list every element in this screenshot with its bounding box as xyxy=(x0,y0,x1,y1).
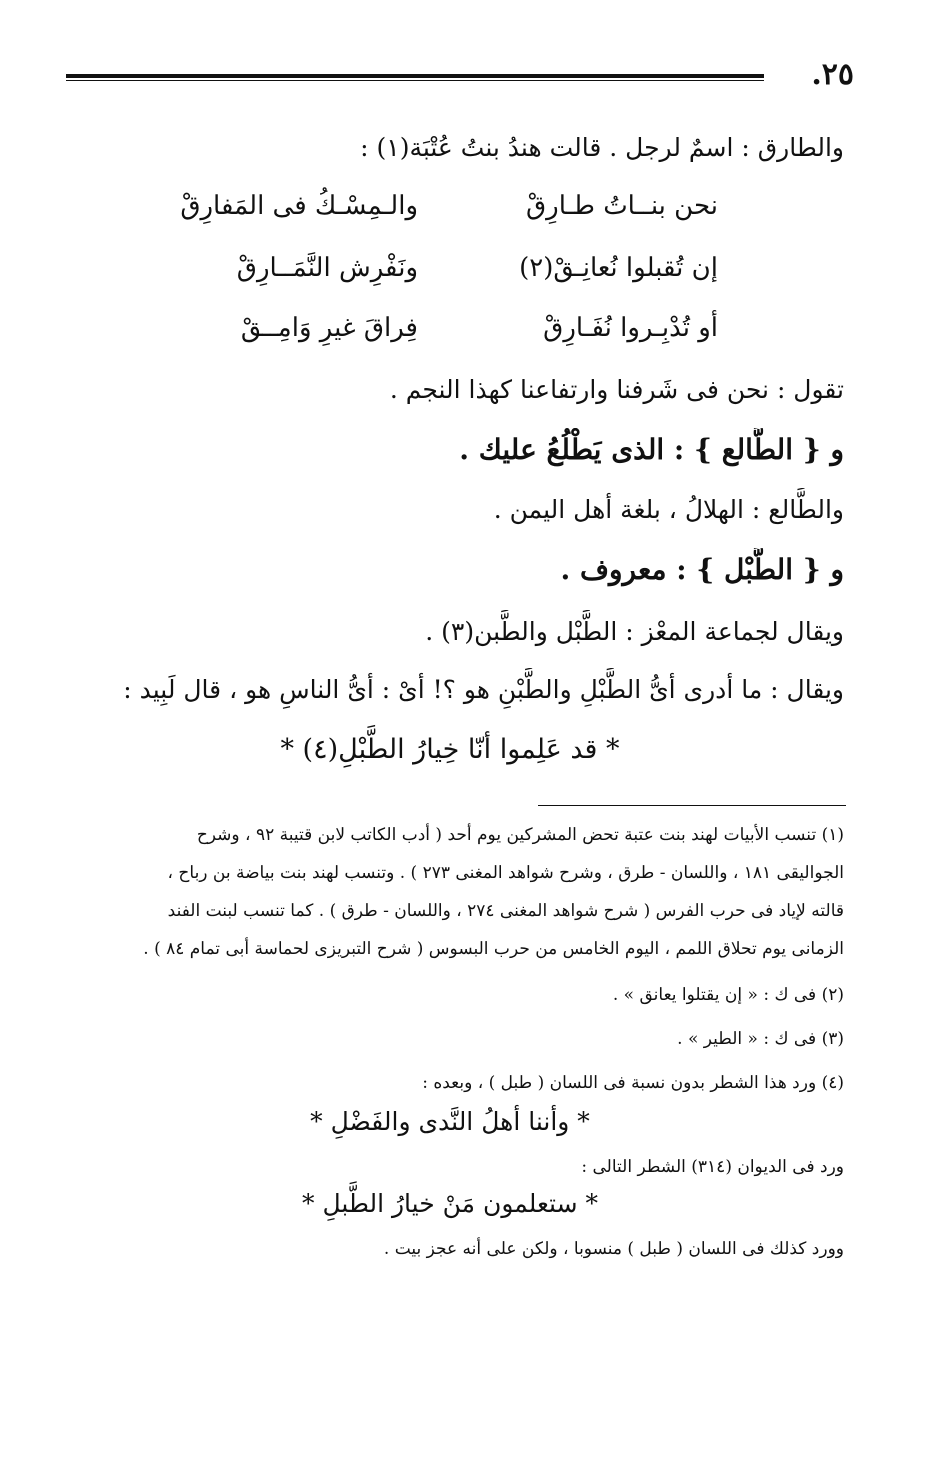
verse-2-first-hemistich: إن تُقبلوا نُعانِـقْ(٢) xyxy=(519,253,718,283)
verse-3-first-hemistich: أو تُدْبِـروا نُفَـارِقْ xyxy=(543,313,718,343)
footnote-4-line-3: وورد كذلك فى اللسان ( طبل ) منسوبا ، ولكن على أنه عجز بيت . xyxy=(383,1239,844,1259)
verse-row-2 xyxy=(178,244,718,294)
verse-2-second-hemistich: ونَفْرِش النَّمَــارِقْ xyxy=(236,253,418,283)
body-line-1: والطارق : اسمٌ لرجل . قالت هندُ بنتُ عُتْبَة(١) : xyxy=(360,133,844,162)
footnote-verse-1: * وأننا أهلُ النَّدى والفَضْلِ * xyxy=(310,1107,590,1136)
footnote-3: (٣) فى ك : « الطير » . xyxy=(677,1029,844,1049)
verse-3-second-hemistich: فِراقَ غيرِ وَامِــقْ xyxy=(240,313,418,343)
footnote-1-line-1: (١) تنسب الأبيات لهند بنت عتبة تحض المشركين يوم أحد ( أدب الكاتب لابن قتيبة ٩٢ ، وشرح xyxy=(196,825,844,845)
header-rule xyxy=(66,74,764,81)
footnote-4-line-2: ورد فى الديوان (٣١٤) الشطر التالى : xyxy=(581,1157,844,1177)
footnote-rule xyxy=(538,805,846,806)
verse-row-3 xyxy=(178,304,718,354)
footnote-1-line-4: الزمانى يوم تحلاق اللمم ، اليوم الخامس من حرب البسوس ( شرح التبريزى لحماسة أبى تمام ٨٤ ) . xyxy=(143,939,844,959)
body-line-7: ويقال : ما أدرى أىُّ الطَّبْلِ والطَّبْنِ هو ؟! أىْ : أىُّ الناسِ هو ، قال لَبِيد : xyxy=(123,675,844,704)
footnote-1-line-3: قالته لإياد فى حرب الفرس ( شرح شواهد المغنى ٢٧٤ ، واللسان - طرق ) . كما تنسب لبنت الفند xyxy=(167,901,844,921)
verse-1-first-hemistich: نحن بنــاتُ طـارِقْ xyxy=(525,191,718,221)
footnote-4-line-1: (٤) ورد هذا الشطر بدون نسبة فى اللسان ( طبل ) ، وبعده : xyxy=(422,1073,844,1093)
footnote-verse-2: * ستعلمون مَنْ خيارُ الطَّبلِ * xyxy=(302,1189,598,1218)
footnote-1-line-2: الجواليقى ١٨١ ، واللسان - طرق ، وشرح شواهد المغنى ٢٧٣ ) . وتنسب لهند بنت بياضة بن رباح ، xyxy=(167,863,844,883)
entry-al-tali: و { الطَّالع } : الذى يَطْلُعُ عليك . xyxy=(459,433,844,466)
page-number: ٢٥. xyxy=(811,57,854,92)
body-line-4: والطَّالع : الهلالُ ، بلغة أهل اليمن . xyxy=(493,495,844,524)
footnote-2: (٢) فى ك : « إن يقتلوا يعانق » . xyxy=(612,985,844,1005)
body-line-6: ويقال لجماعة المعْز : الطَّبْل والطَّبن(٣) . xyxy=(425,617,844,646)
labid-verse: * قد عَلِموا أنّا خِيارُ الطَّبْلِ(٤) * xyxy=(280,734,620,765)
entry-al-tabl: و { الطَّبْل } : معروف . xyxy=(560,553,844,586)
verse-row-1 xyxy=(178,182,718,232)
body-line-2: تقول : نحن فى شَرفنا وارتفاعنا كهذا النجم . xyxy=(389,375,844,404)
verse-1-second-hemistich: والـمِسْـكُ فى المَفارِقْ xyxy=(180,191,418,221)
